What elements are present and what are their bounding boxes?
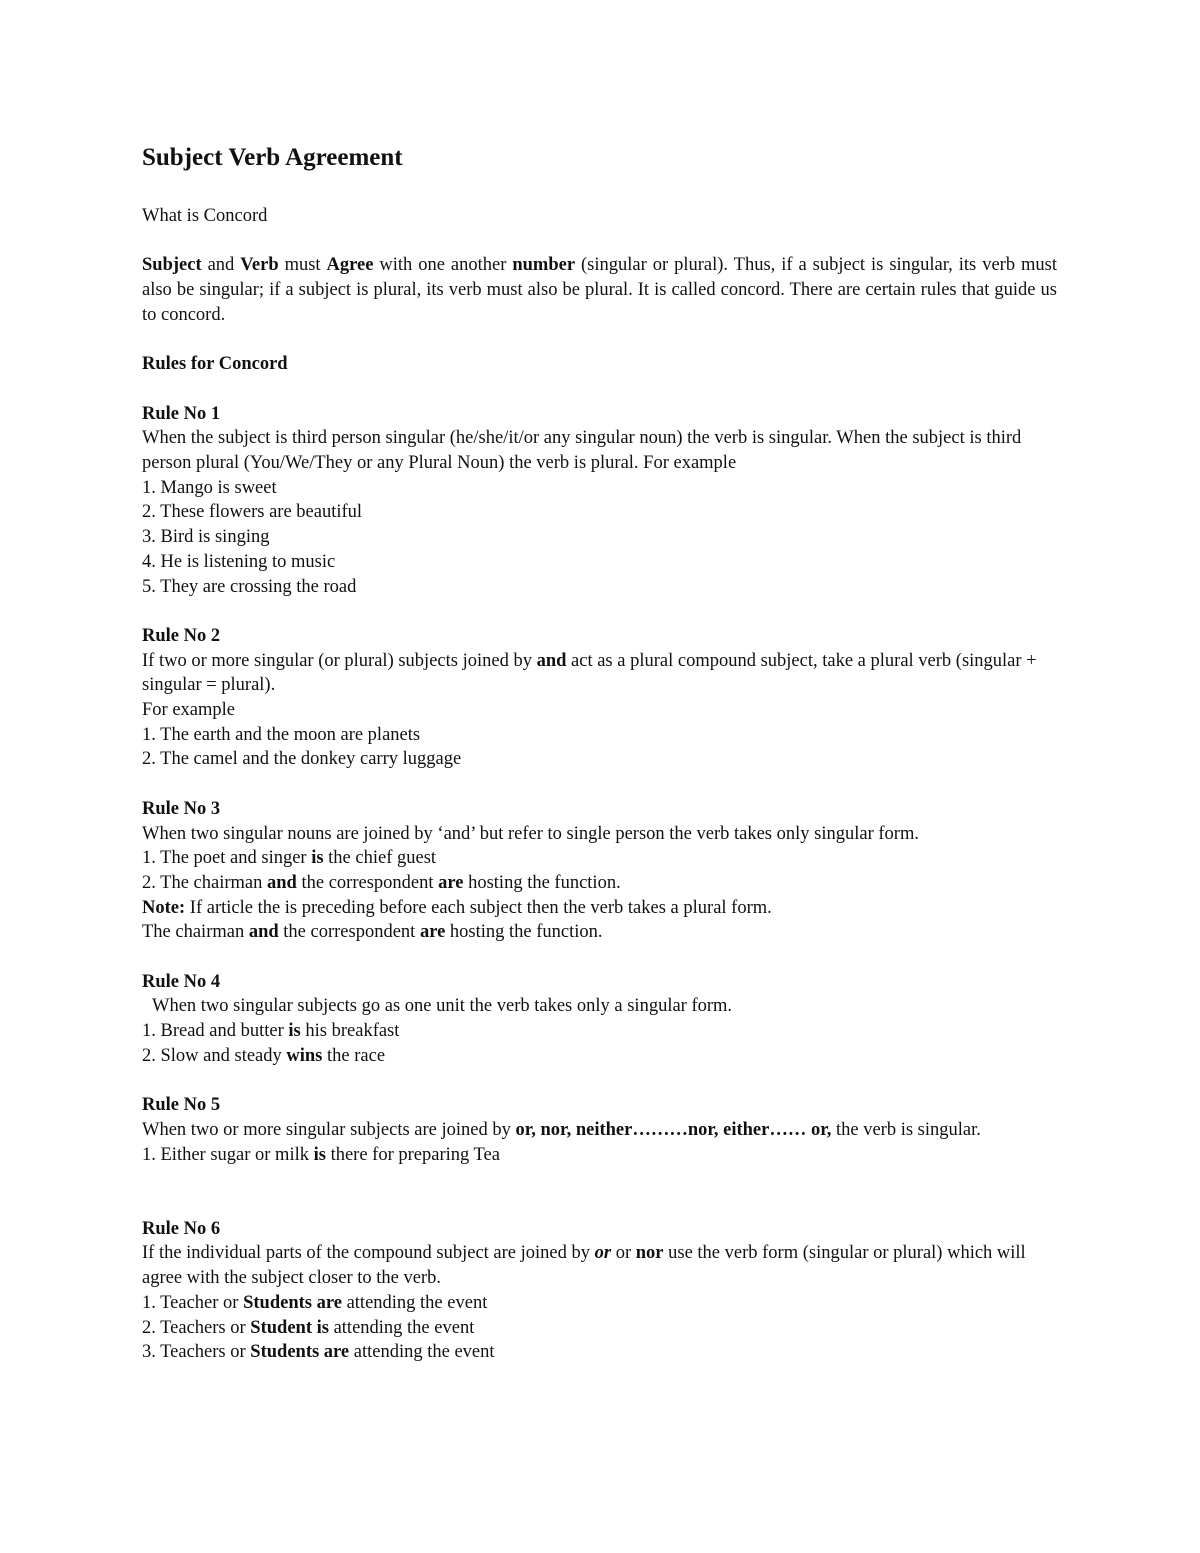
- rule-text: hosting the function.: [445, 922, 603, 943]
- rule-bold-italic: or: [594, 1243, 612, 1264]
- intro-paragraph: [142, 253, 1057, 327]
- rule-bold: are: [419, 922, 446, 943]
- rule-bold: Students are: [250, 1342, 350, 1363]
- rule-text: hosting the function.: [463, 872, 621, 893]
- rule-example: 4. He is listening to music: [142, 551, 336, 572]
- rule-text: the race: [322, 1045, 386, 1066]
- rule-title: Rule No 1: [142, 403, 221, 424]
- intro-text: and: [201, 255, 241, 276]
- rule-bold: Students are: [243, 1292, 342, 1313]
- rule-bold: is: [311, 848, 324, 869]
- rule-title: Rule No 6: [142, 1218, 221, 1239]
- rule-bold: are: [438, 872, 464, 893]
- intro-bold-agree: Agree: [326, 255, 374, 276]
- rule-description: [142, 1118, 1057, 1143]
- rule-example: 1. Mango is sweet: [142, 477, 277, 498]
- rule-title: Rule No 4: [142, 971, 221, 992]
- subtitle: What is Concord: [142, 206, 268, 226]
- rule-text: the correspondent: [278, 922, 420, 943]
- rule-text: The chairman: [142, 922, 249, 943]
- rule-5: [142, 1093, 1057, 1167]
- rule-text: When two or more singular subjects are joined by: [142, 1119, 516, 1140]
- rule-example: [142, 871, 1057, 896]
- rule-description: When two singular subjects go as one unit the verb takes only a singular form.: [152, 996, 733, 1017]
- rule-text: act as a plural compound subject, take a plural verb (singular + singular = plural).: [142, 650, 1037, 696]
- rule-note: [142, 896, 1057, 921]
- rule-text: 1. Bread and butter: [142, 1021, 289, 1042]
- rule-example: 1. The earth and the moon are planets: [142, 724, 421, 745]
- rule-example: [142, 1316, 1057, 1341]
- intro-text: (singular or plural). Thus, if a subject is singular, its verb must also be singular; if a subject is plural, its verb must also be plural. It is called concord. There are certain rules that guide us to concord.: [142, 255, 1058, 325]
- rule-text: the correspondent: [296, 872, 439, 893]
- rule-text: there for preparing Tea: [325, 1144, 500, 1165]
- rule-example: [142, 1143, 1057, 1168]
- rule-text: If the individual parts of the compound subject are joined by: [142, 1243, 595, 1264]
- rule-text: the chief guest: [323, 848, 437, 869]
- rule-6: [142, 1217, 1057, 1365]
- rule-example: 2. The camel and the donkey carry luggage: [142, 749, 462, 770]
- rule-title: Rule No 3: [142, 798, 221, 819]
- rule-text: attending the event: [341, 1292, 488, 1313]
- rule-bold: wins: [286, 1045, 323, 1066]
- rule-description: [142, 649, 1057, 698]
- rule-bold: and: [267, 872, 297, 893]
- rule-2: [142, 624, 1057, 772]
- rule-example: 3. Bird is singing: [142, 527, 270, 548]
- rule-title: Rule No 2: [142, 625, 221, 646]
- rule-example: 2. These flowers are beautiful: [142, 502, 363, 523]
- rule-example: [142, 1044, 1057, 1069]
- rule-1: [142, 402, 1057, 600]
- rule-text: attending the event: [328, 1317, 475, 1338]
- rule-example: [142, 920, 1057, 945]
- intro-bold-subject: Subject: [142, 255, 202, 276]
- rule-bold: Student is: [250, 1317, 329, 1338]
- rule-bold: or, nor, neither………nor, either…… or,: [515, 1119, 832, 1140]
- rule-text: 2. Teachers or: [142, 1317, 251, 1338]
- rule-text: 1. The poet and singer: [142, 848, 312, 869]
- rule-text: 2. The chairman: [142, 872, 268, 893]
- rule-example: [142, 1291, 1057, 1316]
- for-example-label: For example: [142, 700, 235, 720]
- rule-bold: and: [536, 650, 567, 671]
- rule-title: Rule No 5: [142, 1095, 221, 1116]
- rule-bold: is: [288, 1021, 301, 1042]
- document-body: [142, 204, 1057, 1390]
- rule-text: or: [611, 1243, 636, 1264]
- rule-text: use the verb form (singular or plural) which will agree with the subject closer to the verb.: [142, 1243, 1026, 1289]
- rule-text: 1. Either sugar or milk: [142, 1144, 314, 1165]
- document-title: Subject Verb Agreement: [142, 144, 403, 171]
- rule-example: [142, 1019, 1057, 1044]
- intro-text: must: [278, 255, 327, 276]
- rule-description: When two singular nouns are joined by ‘and’ but refer to single person the verb takes only singular form.: [142, 823, 919, 844]
- intro-bold-number: number: [512, 255, 576, 276]
- rules-heading: Rules for Concord: [142, 354, 288, 375]
- rule-example: [142, 846, 1057, 871]
- rule-bold: and: [248, 922, 279, 943]
- rule-text: attending the event: [349, 1342, 495, 1363]
- intro-bold-verb: Verb: [240, 255, 279, 276]
- rule-text: the verb is singular.: [831, 1119, 981, 1140]
- rule-bold: is: [313, 1144, 326, 1165]
- note-label: Note:: [142, 897, 186, 918]
- intro-text: with one another: [373, 255, 513, 276]
- rule-description: When the subject is third person singular (he/she/it/or any singular noun) the verb is singular. When the subject is third person plural (You/We/They or any Plural Noun) the verb is plural. For example: [142, 428, 1022, 473]
- rule-text: 1. Teacher or: [142, 1292, 244, 1313]
- rule-3: [142, 797, 1057, 945]
- note-text: If article the is preceding before each subject then the verb takes a plural form.: [185, 897, 772, 918]
- rule-text: If two or more singular (or plural) subjects joined by: [142, 650, 537, 671]
- rule-text: his breakfast: [300, 1021, 400, 1042]
- rule-4: [142, 970, 1057, 1069]
- rule-example: 5. They are crossing the road: [142, 576, 357, 597]
- rule-text: 2. Slow and steady: [142, 1045, 287, 1066]
- rule-text: 3. Teachers or: [142, 1342, 251, 1363]
- rule-example: [142, 1340, 1057, 1365]
- rule-bold: nor: [635, 1243, 664, 1264]
- rule-description: [142, 1241, 1057, 1290]
